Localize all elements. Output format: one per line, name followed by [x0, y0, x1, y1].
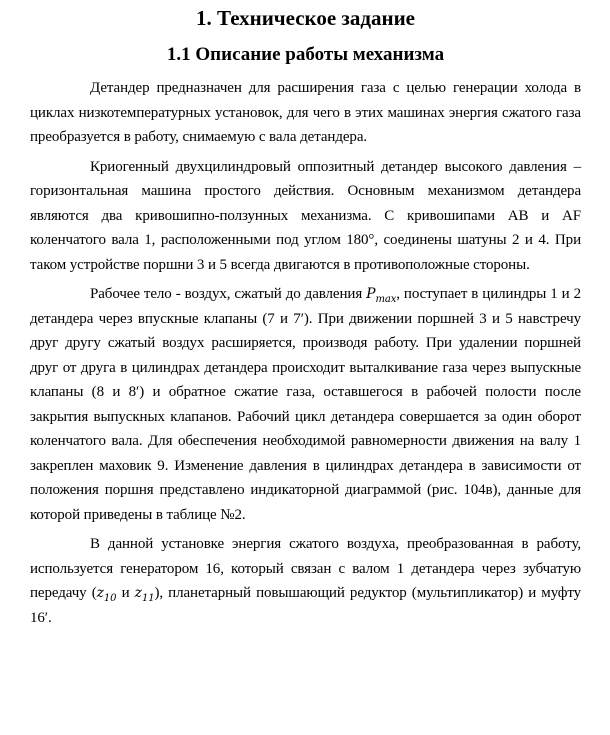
paragraph-text: ), планетарный повышающий редуктор (мультипликатор) и муфту 16ʹ. [30, 585, 582, 626]
symbol-subscript: 11 [141, 592, 155, 604]
paragraph-text: Рабочее тело - воздух, сжатый до давления [90, 286, 367, 302]
symbol-letter: z [134, 585, 142, 601]
section-title: 1. Техническое задание [195, 6, 416, 30]
gear-symbol [134, 585, 155, 604]
pressure-symbol [366, 286, 397, 305]
paragraph-mechanism: Криогенный двухцилиндровый оппозитный детандер высокого давления – горизонтальная машина простого действия. Основным механизмом детандера являются два кривошипно-ползунных механизма. С кривошипами АВ и АF коленчатого вала 1, расположенными под углом 180°, соединены шатуны 2 и 4. При таком устройстве поршни 3 и 5 всегда двигаются в противоположные стороны. [30, 158, 581, 273]
gear-symbol [96, 585, 117, 604]
paragraph-energy-use [30, 532, 581, 630]
symbol-subscript: 10 [103, 592, 117, 604]
document-page [30, 0, 581, 630]
subsection-title: 1.1 Описание работы механизма [166, 44, 445, 65]
symbol-subscript: max [375, 293, 397, 305]
paragraph-text: , поступает в цилиндры 1 и 2 детандера через впускные клапаны (7 и 7ʹ). При движении поршней 3 и 5 навстречу друг другу сжатый воздух расширяется, производя работу. При удалении поршней друг от друга в цилиндрах детандера происходит выталкивание газа через выпускные клапаны (8 и 8ʹ) и обратное сжатие газа, оставшегося в рабочей полости после закрытия выпускных клапанов. Рабочий цикл детандера совершается за один оборот коленчатого вала. Для обеспечения необходимой равномерности движения на валу 1 закреплен маховик 9. Изменение давления в цилиндрах детандера в зависимости от положения поршня представлено индикаторной диаграммой (рис. 104в), данные для которой приведены в таблице №2. [30, 286, 581, 523]
paragraph-text: и [116, 585, 135, 601]
symbol-letter: z [96, 585, 104, 601]
symbol-letter: P [366, 286, 376, 302]
paragraph-purpose: Детандер предназначен для расширения газа с целью генерации холода в циклах низкотемпературных установок, для чего в этих машинах энергия сжатого газа преобразуется в работу, снимаемую с вала детандера. [30, 80, 581, 145]
paragraph-working-cycle [30, 282, 581, 527]
paragraph-text: В данной установке энергия сжатого воздуха, преобразованная в работу, используется генератором 16, который связан с валом 1 детандера через зубчатую передачу ( [30, 536, 581, 601]
